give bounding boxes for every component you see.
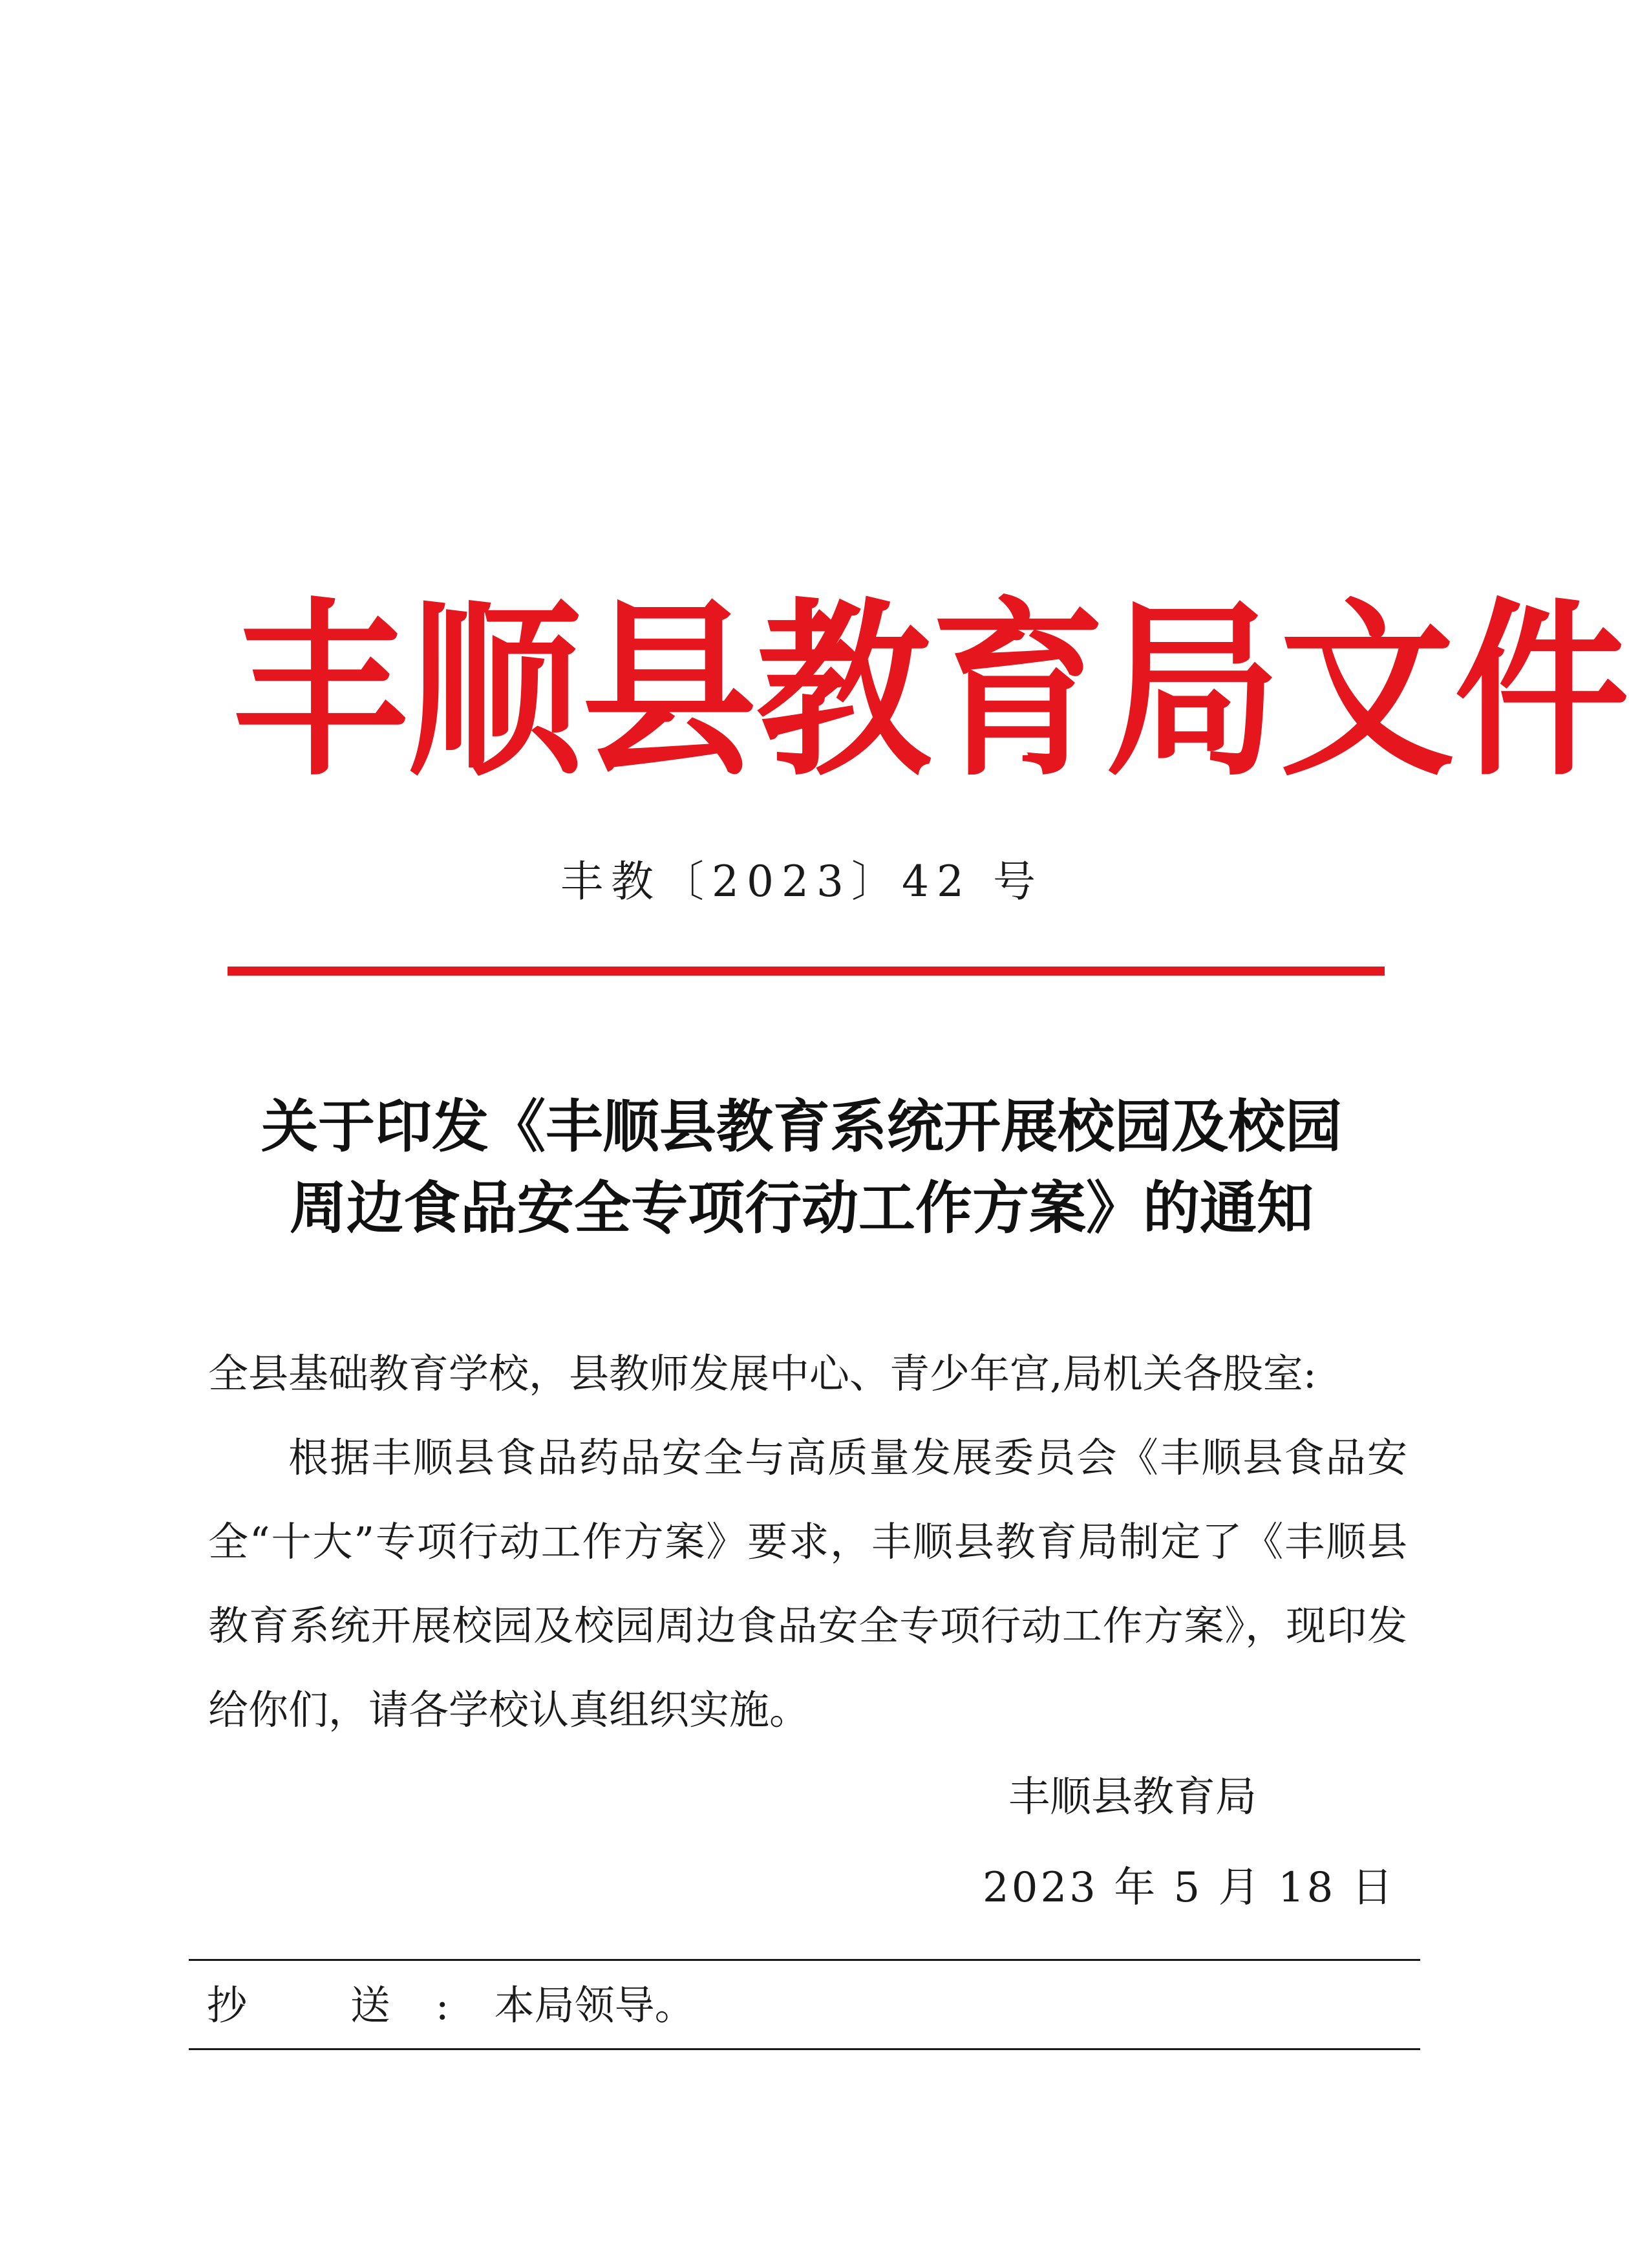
masthead-char: 件: [1454, 581, 1629, 802]
masthead-char: 顺: [407, 581, 582, 802]
masthead-title: [233, 581, 1629, 802]
body-paragraph: 根据丰顺县食品药品安全与高质量发展委员会《丰顺县食品安全“十大”专项行动工作方案》要求，丰顺县教育局制定了《丰顺县教育系统开展校园及校园周边食品安全专项行动工作方案》，现印发给你们，请各学校认真组织实施。: [208, 1434, 1407, 1733]
masthead-char: 文: [1280, 581, 1454, 802]
masthead-char: 局: [1105, 581, 1280, 802]
issuer-signature: 丰顺县教育局: [1008, 1773, 1257, 1821]
cc-label: 抄 送:: [207, 1982, 495, 2029]
red-separator-line: [228, 967, 1385, 976]
document-title: [194, 1086, 1409, 1249]
masthead-char: 县: [582, 581, 756, 802]
title-line-1: 关于印发《丰顺县教育系统开展校园及校园: [261, 1093, 1342, 1160]
recipients-line: 全县基础教育学校，县教师发展中心、青少年宫,局机关各股室:: [208, 1350, 1317, 1397]
cc-line: [207, 1964, 695, 2047]
title-line-2: 周边食品安全专项行动工作方案》的通知: [289, 1175, 1314, 1241]
masthead-char: 教: [756, 581, 931, 802]
cc-bottom-rule: [189, 2048, 1420, 2050]
cc-value: 本局领导。: [494, 1982, 695, 2029]
cc-top-rule: [189, 1959, 1420, 1961]
masthead-char: 丰: [233, 581, 407, 802]
masthead-char: 育: [931, 581, 1105, 802]
document-number: 丰教〔2023〕42 号: [560, 857, 1043, 906]
issue-date: 2023 年 5 月 18 日: [983, 1864, 1396, 1912]
